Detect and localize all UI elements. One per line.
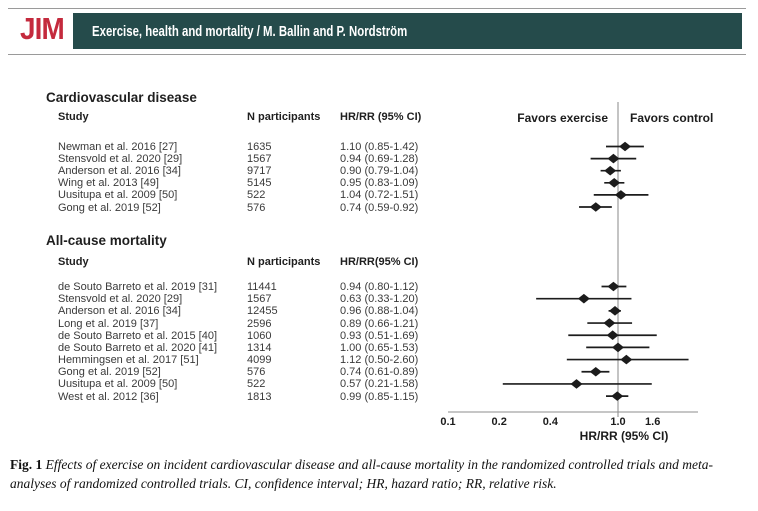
- participants-count: 4099: [247, 354, 272, 367]
- hr-diamond: [607, 154, 619, 164]
- figure-label: Fig. 1: [10, 457, 43, 472]
- section-title: Cardiovascular disease: [46, 90, 197, 105]
- journal-logo: JIM: [20, 11, 64, 46]
- participants-count: 5145: [247, 177, 272, 190]
- figure-caption: [10, 456, 755, 493]
- header-bottom-rule: [8, 54, 746, 55]
- x-tick-label: 0.2: [491, 416, 507, 428]
- hr-ci-value: 0.74 (0.59-0.92): [340, 201, 419, 214]
- x-tick-label: 1.6: [645, 416, 661, 428]
- hr-diamond: [578, 294, 590, 304]
- participants-count: 576: [247, 201, 266, 214]
- hr-ci-value: 1.10 (0.85-1.42): [340, 141, 419, 153]
- study-name: Long et al. 2019 [37]: [58, 317, 159, 330]
- participants-count: 1635: [247, 141, 272, 153]
- running-header-title: Exercise, health and mortality / M. Ballin and P. Nordström: [92, 22, 408, 40]
- hr-ci-value: 0.95 (0.83-1.09): [340, 177, 419, 190]
- column-header-study: Study: [58, 256, 89, 268]
- hr-ci-value: 0.96 (0.88-1.04): [340, 305, 419, 318]
- hr-diamond: [608, 178, 620, 188]
- x-axis-label: HR/RR (95% CI): [579, 429, 669, 443]
- hr-diamond: [604, 166, 616, 176]
- x-tick-label: 0.4: [542, 416, 558, 428]
- hr-ci-value: 1.00 (0.65-1.53): [340, 341, 419, 354]
- hr-ci-value: 0.63 (0.33-1.20): [340, 293, 419, 306]
- study-name: Anderson et al. 2016 [34]: [58, 165, 181, 178]
- hr-ci-value: 0.93 (0.51-1.69): [340, 329, 419, 342]
- participants-count: 1813: [247, 390, 272, 403]
- participants-count: 1567: [247, 153, 272, 166]
- hr-ci-value: 0.90 (0.79-1.04): [340, 165, 419, 178]
- study-name: de Souto Barreto et al. 2015 [40]: [58, 329, 218, 342]
- participants-count: 1060: [247, 329, 272, 342]
- x-tick-label: 0.1: [440, 416, 456, 428]
- participants-count: 1314: [247, 341, 272, 354]
- column-header-hr-ci: HR/RR(95% CI): [340, 256, 419, 268]
- hr-ci-value: 1.04 (0.72-1.51): [340, 189, 419, 202]
- participants-count: 12455: [247, 305, 278, 318]
- running-header-banner: [73, 13, 742, 49]
- participants-count: 522: [247, 378, 266, 391]
- hr-diamond: [620, 355, 632, 365]
- study-name: Newman et al. 2016 [27]: [58, 141, 178, 153]
- participants-count: 576: [247, 366, 266, 379]
- favors-control-label: Favors control: [630, 111, 714, 125]
- hr-diamond: [611, 391, 623, 401]
- study-name: de Souto Barreto et al. 2019 [31]: [58, 281, 218, 293]
- x-tick-label: 1.0: [610, 416, 626, 428]
- column-header-study: Study: [58, 111, 89, 123]
- study-name: Gong et al. 2019 [52]: [58, 201, 161, 214]
- hr-ci-value: 0.94 (0.69-1.28): [340, 153, 419, 166]
- hr-diamond: [612, 343, 624, 353]
- study-name: Wing et al. 2013 [49]: [58, 177, 159, 190]
- hr-diamond: [609, 306, 621, 316]
- participants-count: 11441: [247, 281, 277, 293]
- study-name: Anderson et al. 2016 [34]: [58, 305, 181, 318]
- top-rule: [8, 8, 746, 9]
- participants-count: 9717: [247, 165, 272, 178]
- participants-count: 522: [247, 189, 266, 202]
- study-name: Gong et al. 2019 [52]: [58, 366, 161, 379]
- hr-diamond: [607, 282, 619, 292]
- study-name: Stensvold et al. 2020 [29]: [58, 293, 183, 306]
- favors-exercise-label: Favors exercise: [517, 111, 608, 125]
- section-title: All-cause mortality: [46, 233, 167, 248]
- participants-count: 1567: [247, 293, 272, 306]
- study-name: Stensvold et al. 2020 [29]: [58, 153, 183, 166]
- hr-ci-value: 0.94 (0.80-1.12): [340, 281, 419, 293]
- hr-diamond: [619, 142, 631, 152]
- hr-ci-value: 0.89 (0.66-1.21): [340, 317, 419, 330]
- hr-diamond: [603, 318, 615, 328]
- hr-diamond: [590, 367, 602, 377]
- column-header-participants: N participants: [247, 256, 321, 268]
- hr-ci-value: 0.99 (0.85-1.15): [340, 390, 419, 403]
- hr-ci-value: 0.74 (0.61-0.89): [340, 366, 419, 379]
- hr-diamond: [607, 330, 619, 340]
- study-name: West et al. 2012 [36]: [58, 390, 159, 403]
- study-name: Hemmingsen et al. 2017 [51]: [58, 354, 199, 367]
- study-name: Uusitupa et al. 2009 [50]: [58, 378, 178, 391]
- hr-ci-value: 0.57 (0.21-1.58): [340, 378, 419, 391]
- column-header-hr-ci: HR/RR (95% CI): [340, 111, 422, 123]
- column-header-participants: N participants: [247, 111, 321, 123]
- study-name: Uusitupa et al. 2009 [50]: [58, 189, 178, 202]
- hr-ci-value: 1.12 (0.50-2.60): [340, 354, 419, 367]
- hr-diamond: [615, 190, 627, 200]
- study-name: de Souto Barreto et al. 2020 [41]: [58, 341, 218, 354]
- hr-diamond: [590, 202, 602, 212]
- hr-diamond: [570, 379, 582, 389]
- figure-caption-text: Effects of exercise on incident cardiovascular disease and all-cause mortality in the randomized controlled trials and meta-analyses of randomized controlled trials. CI, confidence interval; HR, hazard ratio; RR, relative risk.: [10, 457, 714, 491]
- participants-count: 2596: [247, 317, 272, 330]
